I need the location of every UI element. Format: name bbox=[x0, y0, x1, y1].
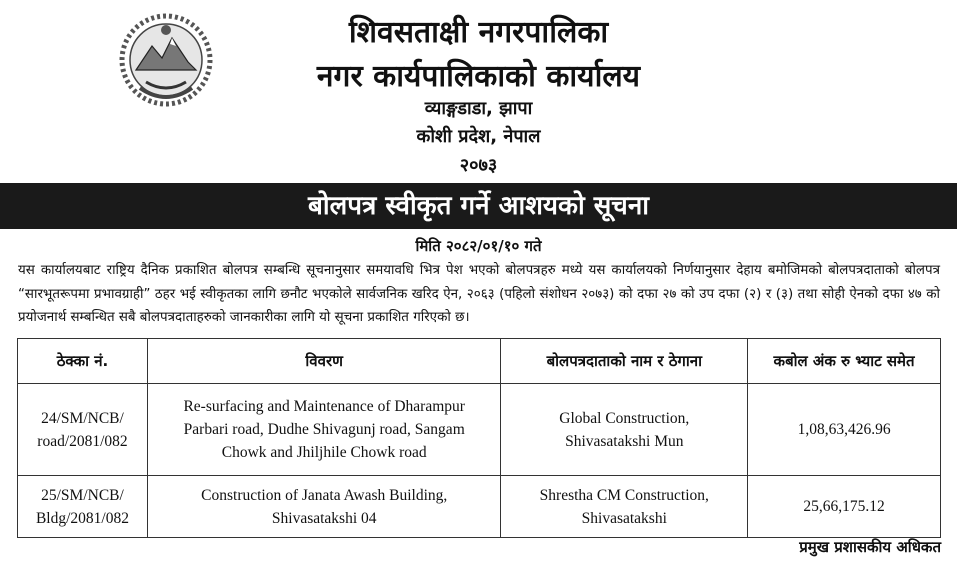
province: कोशी प्रदेश, नेपाल bbox=[416, 126, 541, 147]
amount-cell: 25,66,175.12 bbox=[748, 476, 941, 538]
bidder-cell: Global Construction, Shivasatakshi Mun bbox=[501, 384, 748, 476]
address: व्याङ्गडाडा, झापा bbox=[424, 98, 533, 119]
municipality-name: शिवसताक्षी नगरपालिका bbox=[348, 15, 609, 50]
bidder-cell: Shrestha CM Construction, Shivasatakshi bbox=[501, 476, 748, 538]
header-bidder: बोलपत्रदाताको नाम र ठेगाना bbox=[501, 339, 748, 384]
tender-table bbox=[17, 338, 941, 538]
table-header-row bbox=[18, 339, 941, 384]
office-name: नगर कार्यपालिकाको कार्यालय bbox=[316, 59, 641, 94]
notice-body: यस कार्यालयबाट राष्ट्रिय दैनिक प्रकाशित बोलपत्र सम्बन्धि सूचनानुसार समयावधि भित्र पेश भएको बोलपत्रहरु मध्ये यस कार्यालयको निर्णयानुसार देहाय बमोजिमको बोलपत्रदाताको बोलपत्र “सारभूतरूपमा प्रभावग्राही” ठहर भई स्वीकृतका लागि छनौट भएकोले सार्वजनिक खरिद ऐन, २०६३ (पहिलो संशोधन २०७३) को दफा २७ को उप दफा (२) र (३) तथा सोही ऐनको दफा ४७ को प्रयोजनार्थ सम्बन्धित सबै बोलपत्रदाताहरुको जानकारीका लागि यो सूचना प्रकाशित गरिएको छ। bbox=[18, 263, 940, 325]
signature-title: प्रमुख प्रशासकीय अधिकत bbox=[799, 538, 941, 556]
notice-date: मिति २०८२/०१/१० गते bbox=[415, 237, 542, 255]
header-contract-no: ठेक्का नं. bbox=[18, 339, 148, 384]
table-row bbox=[18, 384, 941, 476]
description-cell: Construction of Janata Awash Building, Shivasatakshi 04 bbox=[147, 476, 500, 538]
table-row bbox=[18, 476, 941, 538]
header-description: विवरण bbox=[147, 339, 500, 384]
contract-no-cell: 25/SM/NCB/ Bldg/2081/082 bbox=[18, 476, 148, 538]
contract-no-cell: 24/SM/NCB/ road/2081/082 bbox=[18, 384, 148, 476]
description-cell: Re-surfacing and Maintenance of Dharampur Parbari road, Dudhe Shivagunj road, Sangam Chowk and Jhiljhile Chowk road bbox=[147, 384, 500, 476]
amount-cell: 1,08,63,426.96 bbox=[748, 384, 941, 476]
header-amount: कबोल अंक रु भ्याट समेत bbox=[748, 339, 941, 384]
notice-title: बोलपत्र स्वीकृत गर्ने आशयको सूचना bbox=[0, 183, 957, 229]
establishment-year: २०७३ bbox=[459, 155, 498, 176]
